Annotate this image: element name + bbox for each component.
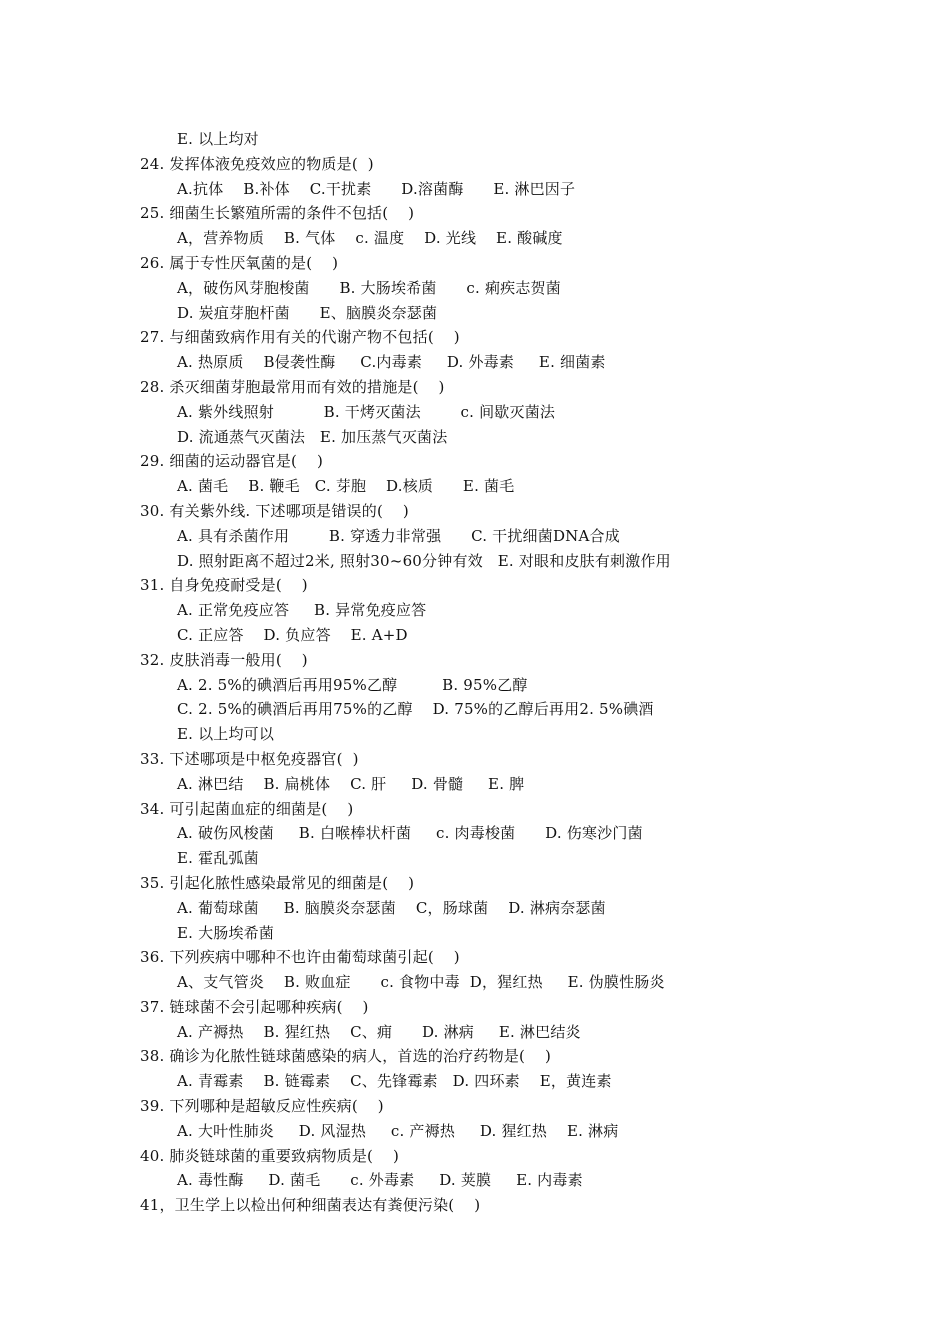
options-line: A. 大叶性肺炎 D. 风湿热 c. 产褥热 D. 猩红热 E. 淋病 bbox=[177, 1121, 619, 1140]
question-line: 40. 肺炎链球菌的重要致病物质是( ) bbox=[140, 1146, 400, 1165]
options-line: A，营养物质 B. 气体 c. 温度 D. 光线 E. 酸碱度 bbox=[177, 229, 563, 248]
question-line: 29. 细菌的运动器官是( ) bbox=[140, 452, 324, 471]
options-line: A，破伤风芽胞梭菌 B. 大肠埃希菌 c. 痢疾志贺菌 bbox=[177, 278, 561, 297]
options-line: E. 以上均对 bbox=[177, 130, 259, 148]
options-line: D. 炭疽芽胞杆菌 E、脑膜炎奈瑟菌 bbox=[177, 303, 438, 322]
options-line: A、支气管炎 B. 败血症 c. 食物中毒 D，猩红热 E. 伪膜性肠炎 bbox=[177, 973, 665, 992]
question-line: 36. 下列疾病中哪种不也许由葡萄球菌引起( ) bbox=[140, 948, 460, 967]
options-line: A. 菌毛 B. 鞭毛 C. 芽胞 D.核质 E. 菌毛 bbox=[177, 477, 515, 496]
options-line: A. 产褥热 B. 猩红热 C、痈 D. 淋病 E. 淋巴结炎 bbox=[177, 1022, 581, 1041]
options-line: C. 2. 5%的碘酒后再用75%的乙醇 D. 75%的乙醇后再用2. 5%碘酒 bbox=[177, 700, 654, 719]
options-line: A. 紫外线照射 B. 干烤灭菌法 c. 间歇灭菌法 bbox=[177, 402, 556, 421]
options-line: D. 流通蒸气灭菌法 E. 加压蒸气灭菌法 bbox=[177, 427, 448, 446]
options-line: A. 葡萄球菌 B. 脑膜炎奈瑟菌 C，肠球菌 D. 淋病奈瑟菌 bbox=[177, 898, 606, 917]
question-line: 31. 自身免疫耐受是( ) bbox=[140, 576, 308, 595]
question-line: 38. 确诊为化脓性链球菌感染的病人，首选的治疗药物是( ) bbox=[140, 1047, 552, 1066]
options-line: A. 淋巴结 B. 扁桃体 C. 肝 D. 骨髓 E. 脾 bbox=[177, 774, 525, 793]
options-line: A. 正常免疫应答 B. 异常免疫应答 bbox=[177, 601, 427, 620]
options-line: E. 以上均可以 bbox=[177, 725, 275, 744]
question-line: 26. 属于专性厌氧菌的是( ) bbox=[140, 253, 339, 272]
options-line: A. 破伤风梭菌 B. 白喉棒状杆菌 c. 肉毒梭菌 D. 伤寒沙门菌 bbox=[177, 824, 643, 843]
question-line: 37. 链球菌不会引起哪种疾病( ) bbox=[140, 997, 369, 1016]
question-line: 33. 下述哪项是中枢免疫器官( ) bbox=[140, 749, 359, 768]
options-line: A. 热原质 B侵袭性酶 C.内毒素 D. 外毒素 E. 细菌素 bbox=[177, 353, 606, 372]
question-line: 34. 可引起菌血症的细菌是( ) bbox=[140, 799, 354, 818]
options-line: E. 霍乱弧菌 bbox=[177, 849, 259, 868]
question-line: 41，卫生学上以检出何种细菌表达有粪便污染( ) bbox=[140, 1196, 481, 1215]
options-line: E. 大肠埃希菌 bbox=[177, 923, 275, 942]
question-line: 27. 与细菌致病作用有关的代谢产物不包括( ) bbox=[140, 328, 460, 347]
question-list bbox=[140, 127, 920, 1218]
question-line: 24. 发挥体液免疫效应的物质是( ) bbox=[140, 154, 374, 173]
question-line: 39. 下列哪种是超敏反应性疾病( ) bbox=[140, 1097, 384, 1116]
options-line: A. 毒性酶 D. 菌毛 c. 外毒素 D. 荚膜 E. 内毒素 bbox=[177, 1171, 583, 1190]
question-line: 35. 引起化脓性感染最常见的细菌是( ) bbox=[140, 873, 415, 892]
options-line: C. 正应答 D. 负应答 E. A+D bbox=[177, 625, 408, 644]
options-line: A.抗体 B.补体 C.干扰素 D.溶菌酶 E. 淋巴因子 bbox=[177, 179, 576, 198]
options-line: A. 青霉素 B. 链霉素 C、先锋霉素 D. 四环素 E，黄连素 bbox=[177, 1072, 612, 1091]
question-line: 32. 皮肤消毒一般用( ) bbox=[140, 650, 308, 669]
options-line: A. 具有杀菌作用 B. 穿透力非常强 C. 干扰细菌DNA合成 bbox=[177, 526, 620, 545]
options-line: D. 照射距离不超过2米, 照射30~60分钟有效 E. 对眼和皮肤有刺激作用 bbox=[177, 551, 671, 570]
question-line: 30. 有关紫外线. 下述哪项是错误的( ) bbox=[140, 501, 409, 520]
options-line: A. 2. 5%的碘酒后再用95%乙醇 B. 95%乙醇 bbox=[177, 675, 528, 694]
question-line: 28. 杀灭细菌芽胞最常用而有效的措施是( ) bbox=[140, 377, 445, 396]
question-line: 25. 细菌生长繁殖所需的条件不包括( ) bbox=[140, 204, 415, 223]
